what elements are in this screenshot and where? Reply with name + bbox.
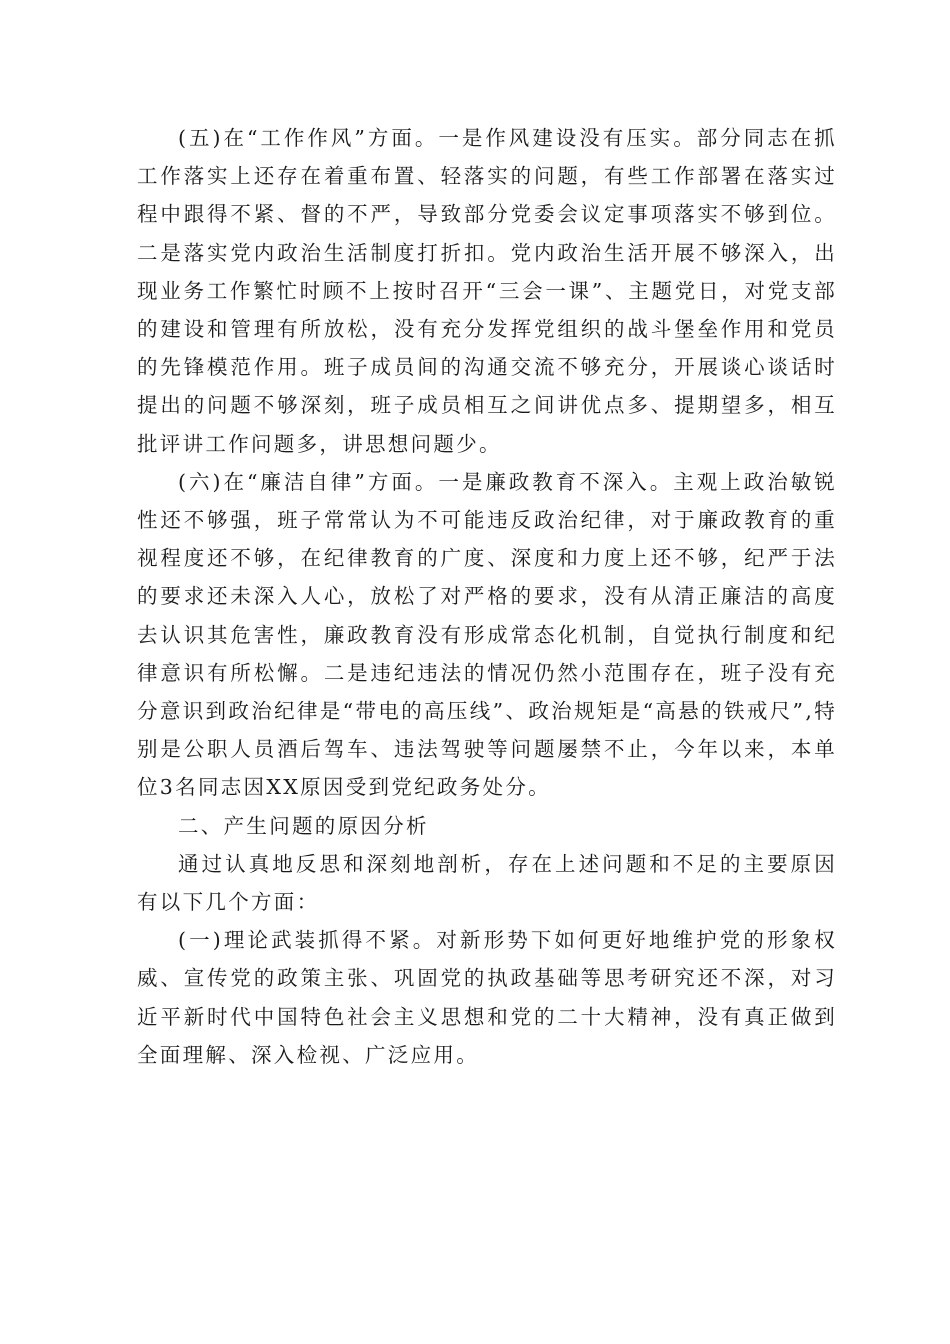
paragraph-causes-intro: 通过认真地反思和深刻地剖析，存在上述问题和不足的主要原因有以下几个方面： [137, 851, 837, 915]
paragraph-integrity: (六)在“廉洁自律”方面。一是廉政教育不深入。主观上政治敏锐性还不够强，班子常常认为不可能违反政治纪律，对于廉政教育的重视程度还不够，在纪律教育的广度、深度和力度上还不够，纪严于法的要求还未深入人心，放松了对严格的要求，没有从清正廉洁的高度去认识其危害性，廉政教育没有形成常态化机制，自觉执行制度和纪律意识有所松懈。二是违纪违法的情况仍然小范围存在，班子没有充分意识到政治纪律是“带电的高压线”、政治规矩是“高悬的铁戒尺”,特别是公职人员酒后驾车、违法驾驶等问题屡禁不止，今年以来，本单位3名同志因XX原因受到党纪政务处分。 [137, 469, 837, 800]
paragraph-work-style: (五)在“工作作风”方面。一是作风建设没有压实。部分同志在抓工作落实上还存在着重布置、轻落实的问题，有些工作部署在落实过程中跟得不紧、督的不严，导致部分党委会议定事项落实不够到位。二是落实党内政治生活制度打折扣。党内政治生活开展不够深入，出现业务工作繁忙时顾不上按时召开“三会一课”、主题党日，对党支部的建设和管理有所放松，没有充分发挥党组织的战斗堡垒作用和党员的先锋模范作用。班子成员间的沟通交流不够充分，开展谈心谈话时提出的问题不够深刻，班子成员相互之间讲优点多、提期望多，相互批评讲工作问题多，讲思想问题少。 [137, 126, 837, 456]
document-body [137, 119, 837, 1074]
section-heading-causes: 二、产生问题的原因分析 [178, 813, 429, 838]
paragraph-theory: (一)理论武装抓得不紧。对新形势下如何更好地维护党的形象权威、宣传党的政策主张、巩固党的执政基础等思考研究还不深，对习近平新时代中国特色社会主义思想和党的二十大精神，没有真正做到全面理解、深入检视、广泛应用。 [137, 928, 837, 1067]
